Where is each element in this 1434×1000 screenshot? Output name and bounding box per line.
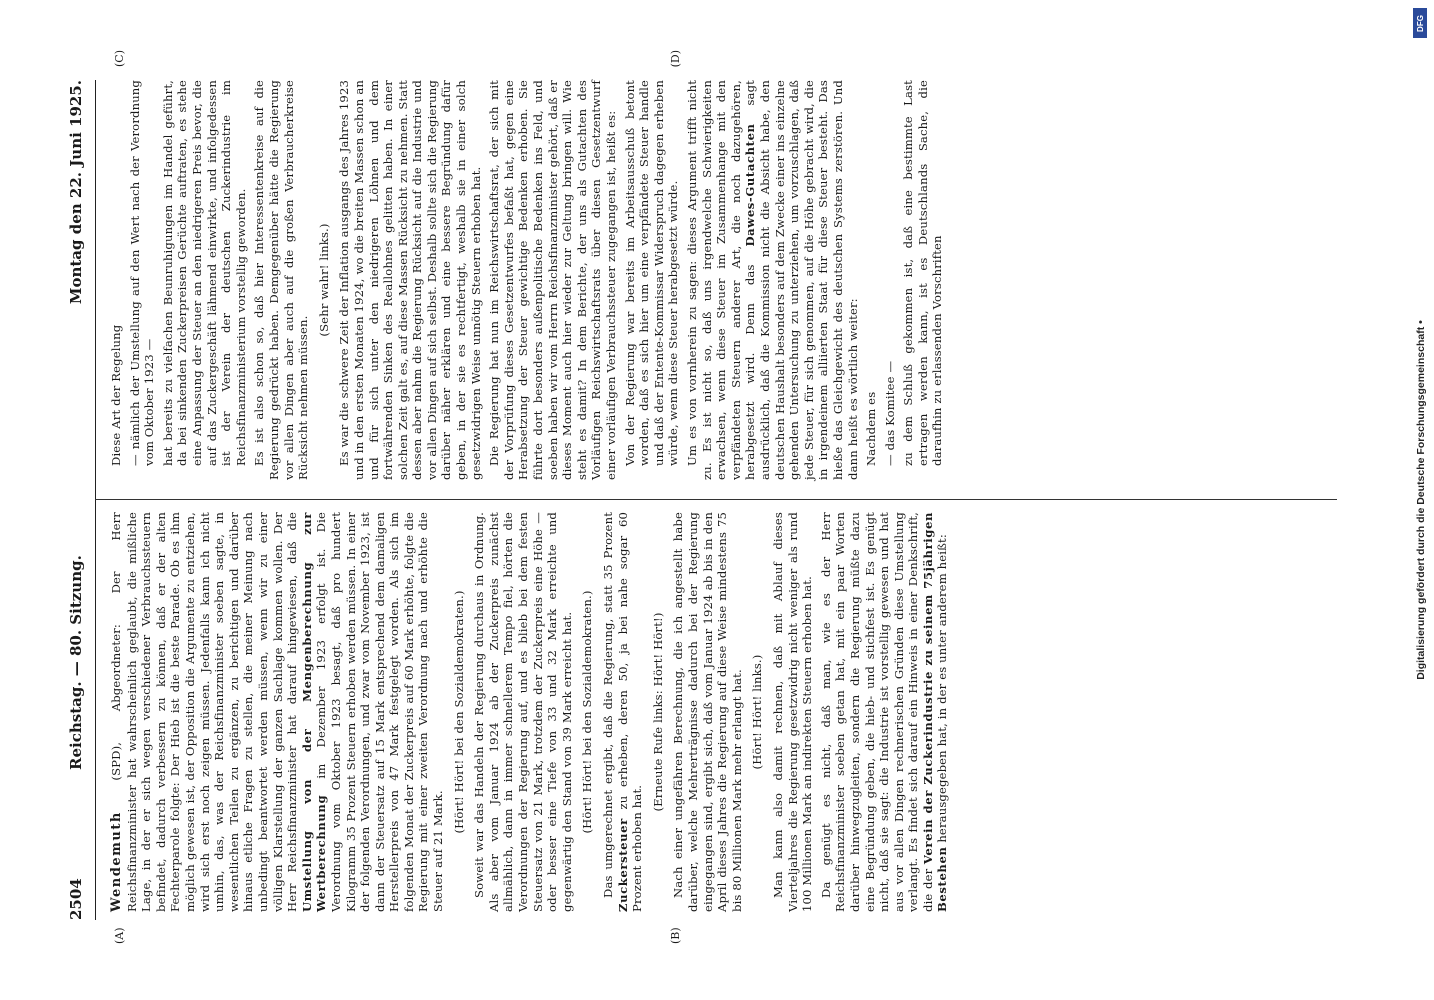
margin-mark-a: (A) — [113, 927, 126, 944]
left-column — [109, 512, 954, 912]
column-divider — [95, 499, 1337, 500]
funding-notice-text: Digitalisierung gefördert durch die Deutsche Forschungsgemeinschaft • — [1415, 320, 1427, 680]
paragraph: Es war die schwere Zeit der Inflation ausgangs des Jahres 1923 und in den ersten Monaten 1924, wo die breiten Massen schon an und für sich unter den niedrigeren Löhnen und dem fortwährenden Sinken des Reallohnes gelitten haben. In einer solchen Zeit galt es, auf diese Massen Rücksicht zu nehmen. Statt dessen aber nahm die Regierung Rücksicht auf die Industrie und vor allen Dingen auf sich selbst. Deshalb sollte sich die Regierung darüber näher erklären und eine bessere Begründung dafür geben, in der sie es rechtfertigt, weshalb sie in einer solch gesetzwidrigen Weise unnötig Steuern erhoben hat. — [337, 80, 483, 480]
quotation: hat bereits zu vielfachen Beunruhigungen im Handel geführt, da bei sinkenden Zuckerpreisen Gerüchte auftraten, es stehe eine Anpassung der Steuer an den niedrigeren Preis bevor, die auf das Zuckergeschäft lähmend einwirkte, und infolgedessen ist der Verein der deutschen Zuckerindustrie im Reichsfinanzministerium vorstellig geworden. — [160, 80, 248, 466]
right-column — [109, 80, 949, 480]
paragraph: Man kann also damit rechnen, daß mit Ablauf dieses Vierteljahres die Regierung gesetzwidrig nicht weniger als rund 100 Millionen Mark an indirekten Steuern erhoben hat. — [770, 512, 815, 912]
interjection: (Erneute Rufe links: Hört! Hört!) — [650, 612, 665, 812]
quotation: Von der Regierung war bereits im Arbeitsausschuß betont worden, daß es sich hier um eine verpfändete Steuer handle und daß der Entente-Kommissar Widerspruch dagegen erheben würde, wenn diese Steuer herabgesetzt würde. — [622, 80, 681, 466]
page-number: 2504 — [67, 878, 85, 920]
margin-mark-b: (B) — [669, 927, 682, 944]
margin-mark-d: (D) — [669, 50, 682, 68]
paragraph: Da genügt es nicht, daß man, wie es der Herr Reichsfinanzminister soeben getan hat, mit ein paar Worten darüber hinwegzugleiten, sondern die Regierung müßte dazu eine Begründung geben, die hieb- und stichfest ist. Es genügt nicht, daß sie sagt: die Industrie ist vorstellig gewesen und hat aus vor allen Dingen rechnerischen Gründen diese Umstellung verlangt. Es findet sich darauf ein Hinweis in einer Denkschrift, die der Verein der Zuckerindustrie zu seinem 75jährigen Bestehen herausgegeben hat, in der es unter anderem heißt: — [818, 512, 950, 912]
paragraph: Um es von vornherein zu sagen: dieses Argument trifft nicht zu. Es ist nicht so, daß uns irgendwelche Schwierigkeiten erwachsen, wenn diese Steuer im Zusammenhange mit den verpfändeten Steuern anderer Art, die noch dazugehören, herabgesetzt wird. Denn das Dawes-Gutachten sagt ausdrücklich, daß die Kommission nicht die Absicht habe, den deutschen Haushalt besonders auf dem Zwecke einer ins einzelne gehenden Untersuchung zu unterziehen, um vorzuschlagen, daß jede Steuer, für sich genommen, auf die Höhe gebracht wird, die in irgendeinem alliierten Staat für diese Steuer besteht. Das hieße das Gleichgewicht des deutschen Systems zerstören. Und dann heißt es wörtlich weiter: — [684, 80, 860, 480]
paragraph: Diese Art der Regelung — [109, 324, 123, 466]
document-page — [57, 40, 1377, 960]
paragraph: — das Komitee — — [882, 360, 897, 466]
margin-mark-c: (C) — [113, 50, 126, 67]
speaker-name: Wendemuth — [109, 811, 124, 912]
interjection: (Hört! Hört! links.) — [750, 654, 765, 770]
quotation: zu dem Schluß gekommen ist, daß eine bestimmte Last ertragen werden kann, ist es Deutschlands Sache, die daraufhin zu erlassenden Vorschriften — [901, 80, 945, 466]
digitization-notice — [1408, 0, 1434, 1000]
running-header — [67, 80, 91, 920]
header-right-title: Montag den 22. Juni 1925. — [67, 80, 85, 305]
paragraph: Es ist also schon so, daß hier Interessentenkreise auf die Regierung gedrückt haben. Demgegenüber hätte die Regierung vor allen Dingen aber auch auf die großen Verbraucherkreise Rücksicht nehmen müssen. — [252, 80, 311, 480]
interjection: (Hört! Hört! bei den Sozialdemokraten.) — [580, 590, 595, 834]
dfg-logo: DFG — [1413, 8, 1427, 38]
paragraph: Nach einer ungefähren Berechnung, die ich angestellt habe darüber, welche Mehrerträgnisse dadurch bei der Regierung eingegangen sind, ergibt sich, daß vom Januar 1924 ab bis in den April dieses Jahres die Regierung auf diese Weise mindestens 75 bis 80 Millionen Mark mehr erlangt hat. — [671, 512, 744, 912]
interjection: (Sehr wahr! links.) — [316, 223, 331, 337]
paragraph: Das umgerechnet ergibt, daß die Regierung, statt 35 Prozent Zuckersteuer zu erheben, deren 50, ja bei nahe sogar 60 Prozent erhoben hat. — [601, 512, 645, 912]
paragraph: Wendemuth (SPD), Abgeordneter: Der Herr Reichsfinanzminister hat wahrscheinlich geglaubt, die mißliche Lage, in der er sich wegen verschiedener Verbrauchssteuern befindet, dadurch verbessern zu können, daß er der alten Fechterparole folgte: Der Hieb ist die beste Parade. Ob es ihm möglich gewesen ist, der Opposition die Argumente zu entziehen, wird sich erst noch zeigen müssen. Jedenfalls kann ich nicht umhin, das, was der Reichsfinanzminister soeben sagte, in wesentlichen Teilen zu ergänzen, zu berichtigen und darüber hinaus etliche Fragen zu stellen, die meiner Meinung nach unbedingt beantwortet werden müssen, wenn wir zu einer völligen Klarstellung der ganzen Sachlage kommen wollen. Der Herr Reichsfinanzminister hat darauf hingewiesen, daß die Umstellung von der Mengenberechnung zur Wertberechnung im Dezember 1923 erfolgt ist. Die Verordnung vom Oktober 1923 besagt, daß pro hundert Kilogramm 35 Prozent Steuern erhoben werden müssen. In einer der folgenden Verordnungen, und zwar vom November 1923, ist dann der Steuersatz auf 15 Mark entsprechend dem damaligen Herstellerpreis von 47 Mark festgelegt worden. Als sich im folgenden Monat der Zuckerpreis auf 60 Mark erhöhte, folgte die Regierung mit einer zweiten Verordnung nach und erhöhte die Steuer auf 21 Mark. — [109, 512, 446, 912]
paragraph: Soweit war das Handeln der Regierung durchaus in Ordnung. Als aber vom Januar 1924 ab der Zuckerpreis zunächst allmählich, dann in immer schnellerem Tempo fiel, hörten die Verordnungen der Regierung auf, und es blieb bei dem festen Steuersatz von 21 Mark, trotzdem der Zuckerpreis eine Höhe — oder besser eine Tiefe von 33 und 32 Mark erreichte und gegenwärtig den Stand von 39 Mark erreicht hat. — [472, 512, 574, 912]
paragraph: Nachdem es — [864, 391, 879, 466]
header-rule — [95, 80, 96, 920]
header-left-title: Reichstag. — 80. Sitzung. — [67, 555, 85, 770]
paragraph: Die Regierung hat nun im Reichswirtschaftsrat, der sich mit der Vorprüfung dieses Gesetzentwurfes befaßt hat, gegen eine Herabsetzung der Steuer gewichtige Bedenken erhoben. Sie führte dort besonders außenpolitische Bedenken ins Feld, und soeben haben wir vom Herrn Reichsfinanzminister gehört, daß er dieses Moment auch hier wieder zur Geltung bringen will. Wie steht es damit? In dem Berichte, der uns als Gutachten des Vorläufigen Reichswirtschaftsrats über diesen Gesetzentwurf einer vorläufigen Verbrauchssteuer zugegangen ist, heißt es: — [487, 80, 618, 480]
paragraph: — nämlich der Umstellung auf den Wert nach der Verordnung vom Oktober 1923 — — [127, 80, 157, 466]
interjection: (Hört! Hört! bei den Sozialdemokraten.) — [451, 590, 466, 834]
